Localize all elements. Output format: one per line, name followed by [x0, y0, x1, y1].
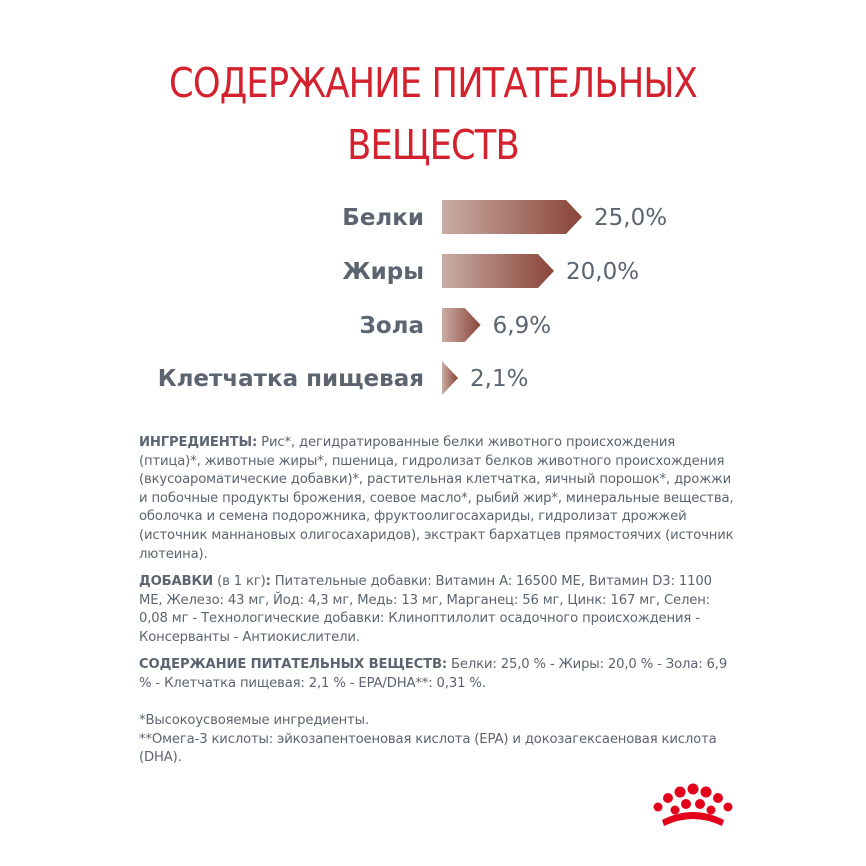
value-label-2: 6,9% — [492, 313, 552, 339]
nutrients-paragraph — [139, 656, 739, 693]
additives-label-suffix: (в 1 кг) — [213, 574, 266, 589]
page-title-line-2: ВЕЩЕСТВ — [347, 121, 519, 169]
bar-0 — [442, 200, 582, 234]
category-label-3: Клетчатка пищевая — [157, 366, 424, 392]
value-label-3: 2,1% — [470, 366, 529, 392]
category-label-0: Белки — [342, 205, 424, 231]
ingredients-paragraph — [139, 434, 739, 564]
nutrients-text: Белки: 25,0 % - Жиры: 20,0 % - Зола: 6,9 % - Клетчатка пищевая: 2,1 % - EPA/DHA**: 0,31 %. — [139, 657, 728, 691]
additives-text: Питательные добавки: Витамин A: 16500 ME, Витамин D3: 1100 ME, Железо: 43 мг, Йод: 4,3 мг, Медь: 13 мг, Марганец: 56 мг, Цинк: 167 мг, Селен: 0,08 мг - Технологические добавки: Клиноптилолит осадочного происхождения - Консерванты - Антиокислители. — [139, 574, 712, 645]
category-label-1: Жиры — [342, 259, 424, 285]
additives-colon: : — [265, 574, 271, 589]
category-label-2: Зола — [359, 313, 424, 339]
nutrient-bar-chart — [0, 0, 866, 420]
nutrients-label: СОДЕРЖАНИЕ ПИТАТЕЛЬНЫХ ВЕЩЕСТВ: — [139, 657, 447, 672]
value-label-0: 25,0% — [594, 205, 668, 231]
royal-crown-icon — [648, 782, 738, 832]
footnote-1: *Высокоусвояемые ингредиенты. — [139, 713, 369, 728]
additives-label: ДОБАВКИ — [139, 574, 214, 589]
ingredients-label: ИНГРЕДИЕНТЫ: — [139, 435, 258, 450]
bar-3 — [442, 361, 458, 395]
additives-paragraph — [139, 573, 739, 647]
page-title-line-1: СОДЕРЖАНИЕ ПИТАТЕЛЬНЫХ — [169, 59, 697, 107]
bar-2 — [442, 308, 481, 342]
value-label-1: 20,0% — [566, 259, 640, 285]
footnote-2: **Омега-3 кислоты: эйкозапентоеновая кислота (EPA) и докозагексаеновая кислота (DHA). — [139, 731, 717, 766]
bar-1 — [442, 254, 554, 288]
ingredients-text: Рис*, дегидратированные белки животного происхождения (птица)*, животные жиры*, пшеница, гидролизат белков животного происхождения (вкусоароматические добавки)*, растительная клетчатка, яичный порошок*, дрожжи и побочные продукты брожения, соевое масло*, рыбий жир*, минеральные вещества, оболочка и семена подорожника, фруктоолигосахариды, гидролизат дрожжей (источник маннановых олигосахаридов), экстракт бархатцев прямостоячих (источник лютеина). — [139, 435, 734, 562]
footnotes — [139, 712, 739, 768]
